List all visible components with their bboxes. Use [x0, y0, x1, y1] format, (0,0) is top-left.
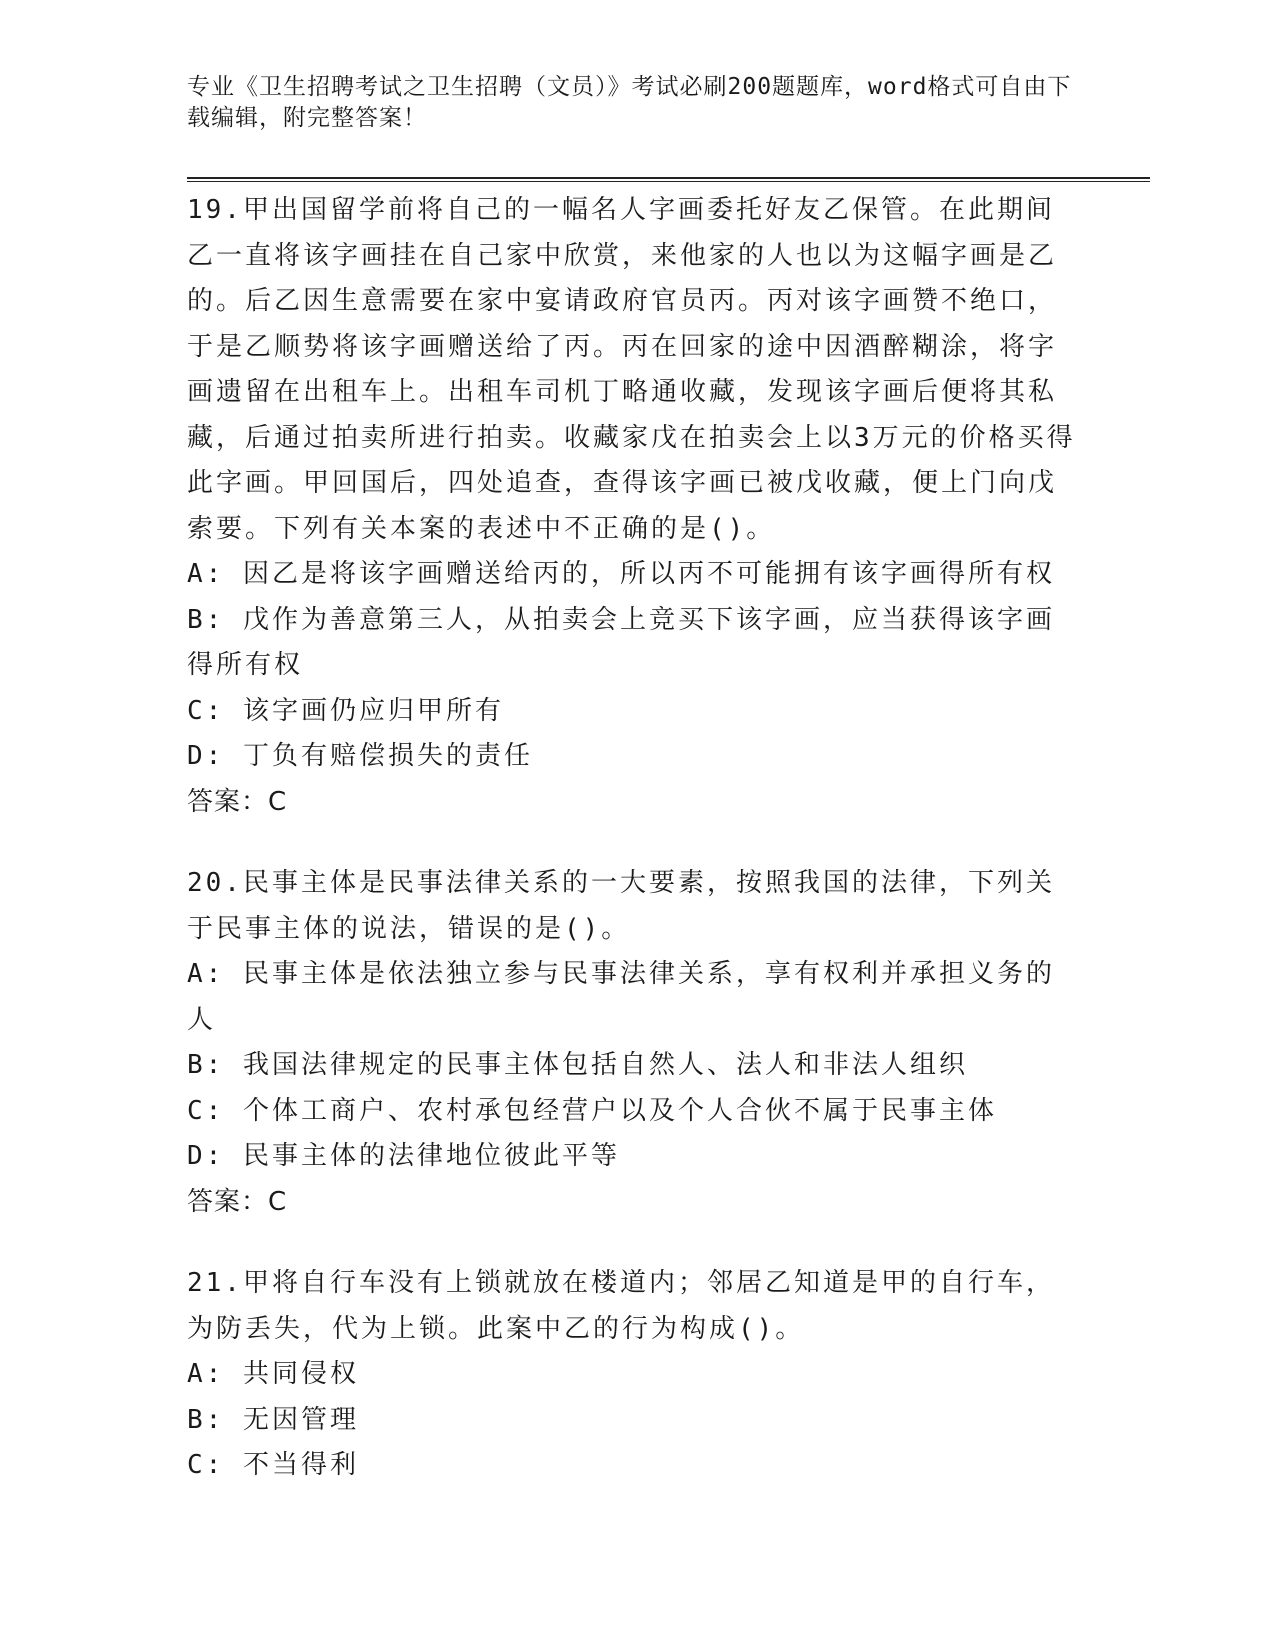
option-d: D: 民事主体的法律地位彼此平等: [187, 1141, 620, 1171]
question-stem: 21.甲将自行车没有上锁就放在楼道内；邻居乙知道是甲的自行车，为防丢失，代为上锁。此案中乙的行为构成()。: [187, 1268, 1055, 1344]
option-c: C: 个体工商户、农村承包经营户以及个人合伙不属于民事主体: [187, 1095, 997, 1126]
option-b: B: 戊作为善意第三人，从拍卖会上竞买下该字画，应当获得该字画得所有权: [187, 604, 1055, 680]
question-20: [187, 861, 1077, 1225]
question-21: [187, 1261, 1077, 1489]
question-stem: 20.民事主体是民事法律关系的一大要素，按照我国的法律，下列关于民事主体的说法，错误的是()。: [187, 868, 1055, 944]
option-d: D: 丁负有赔偿损失的责任: [187, 741, 533, 771]
question-list: [187, 188, 1077, 1525]
option-a: A: 民事主体是依法独立参与民事法律关系，享有权利并承担义务的人: [187, 959, 1055, 1035]
option-b: B: 无因管理: [187, 1404, 359, 1435]
option-c: C: 该字画仍应归甲所有: [187, 695, 504, 726]
answer-line: 答案：C: [187, 1186, 288, 1217]
option-a: A: 因乙是将该字画赠送给丙的，所以丙不可能拥有该字画得所有权: [187, 559, 1055, 589]
option-c: C: 不当得利: [187, 1450, 359, 1480]
option-b: B: 我国法律规定的民事主体包括自然人、法人和非法人组织: [187, 1050, 968, 1080]
answer-line: 答案：C: [187, 786, 288, 817]
question-19: [187, 188, 1077, 825]
header-divider: [187, 177, 1150, 182]
question-stem: 19.甲出国留学前将自己的一幅名人字画委托好友乙保管。在此期间乙一直将该字画挂在自己家中欣赏，来他家的人也以为这幅字画是乙的。后乙因生意需要在家中宴请政府官员丙。丙对该字画赞不绝口，于是乙顺势将该字画赠送给了丙。丙在回家的途中因酒醉糊涂，将字画遗留在出租车上。出租车司机丁略通收藏，发现该字画后便将其私藏，后通过拍卖所进行拍卖。收藏家戊在拍卖会上以3万元的价格买得此字画。甲回国后，四处追查，查得该字画已被戊收藏，便上门向戊索要。下列有关本案的表述中不正确的是()。: [187, 195, 1076, 544]
document-header: 专业《卫生招聘考试之卫生招聘（文员）》考试必刷200题题库，word格式可自由下载编辑，附完整答案！: [187, 74, 1072, 131]
option-a: A: 共同侵权: [187, 1359, 359, 1389]
